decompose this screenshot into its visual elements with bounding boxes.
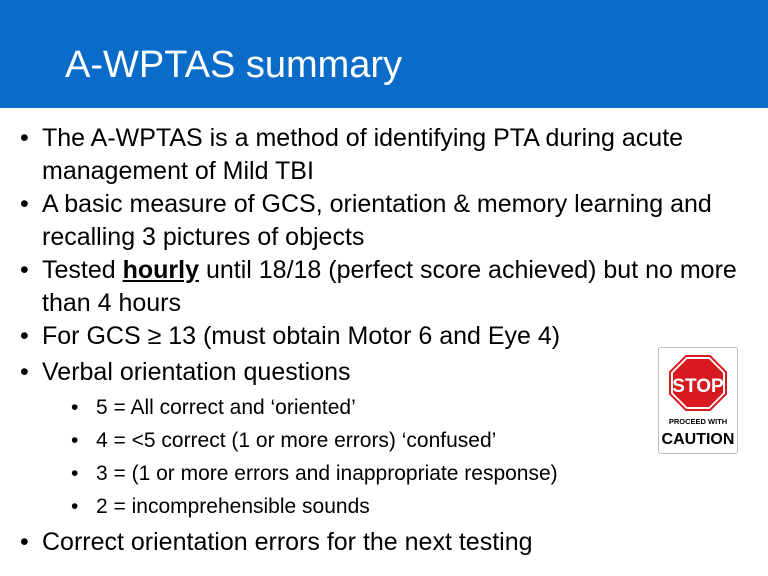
sub-bullet-text: 5 = All correct and ‘oriented’ <box>96 396 356 419</box>
title-bar <box>0 0 768 108</box>
stop-sign-image <box>658 347 738 454</box>
bullet-marker: • <box>20 528 29 556</box>
caution-text: CAUTION <box>661 431 735 448</box>
stop-sign-icon <box>659 348 737 453</box>
bullet-text: A basic measure of GCS, orientation & memory learning and recalling 3 pictures of objects <box>42 190 712 251</box>
bullet-marker: • <box>20 256 29 284</box>
bullet-marker: • <box>20 124 29 152</box>
bullet-marker: • <box>71 429 79 452</box>
bullet-marker: • <box>71 495 79 518</box>
bullet-text-pre: Tested <box>42 256 123 284</box>
proceed-text: PROCEED WITH <box>668 417 728 426</box>
bullet-text: The A-WPTAS is a method of identifying PTA during acute management of Mild TBI <box>42 124 684 185</box>
bullet-marker: • <box>71 396 79 419</box>
bullet-marker: • <box>20 358 29 386</box>
bullet-marker: • <box>20 322 29 350</box>
slide-title: A-WPTAS summary <box>65 44 403 86</box>
stop-text: STOP <box>672 376 724 397</box>
sub-bullet-text: 4 = <5 correct (1 or more errors) ‘confused’ <box>96 429 497 452</box>
bullet-text: For GCS ≥ 13 (must obtain Motor 6 and Eye 4) <box>42 322 561 350</box>
bullet-text: Verbal orientation questions <box>42 358 351 386</box>
bullet-text <box>42 254 742 320</box>
bullet-marker: • <box>20 190 29 218</box>
sub-bullet-text: 3 = (1 or more errors and inappropriate response) <box>96 462 558 485</box>
bullet-marker: • <box>71 462 79 485</box>
bullet-text: Correct orientation errors for the next testing <box>42 528 533 556</box>
sub-bullet-text: 2 = incomprehensible sounds <box>96 495 370 518</box>
emphasis-hourly: hourly <box>122 256 200 284</box>
bullet-text-post: until 18/18 (perfect score achieved) but no more than 4 hours <box>42 256 737 317</box>
